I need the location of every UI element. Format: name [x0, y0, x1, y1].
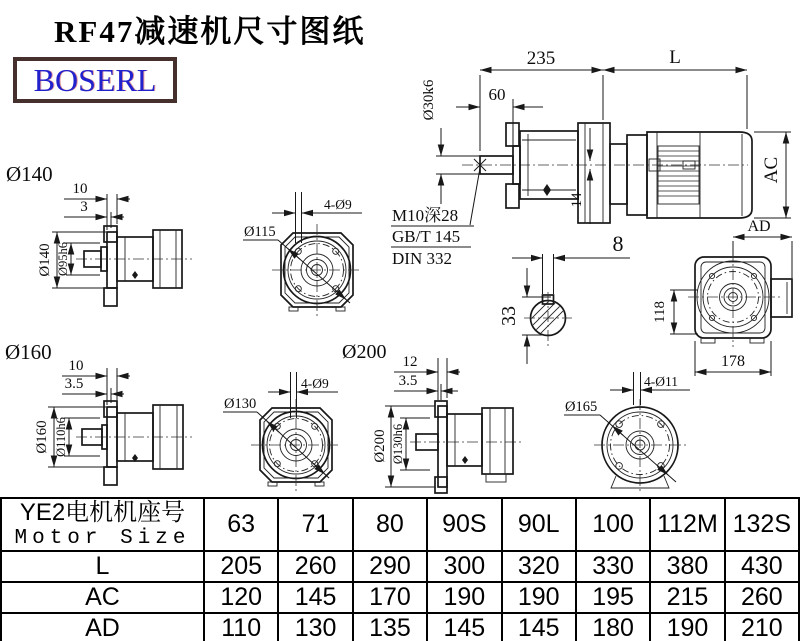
flange140-dim10-text: 10 — [72, 181, 88, 197]
flange115-front-view — [243, 192, 362, 316]
flange160-dim10-text: 10 — [68, 358, 84, 374]
main-side-view — [0, 0, 791, 224]
cell-AC-90S: 190 — [427, 582, 501, 613]
table-row-L — [1, 551, 799, 582]
flange140-side-view — [6, 162, 192, 306]
thread-note — [391, 168, 480, 268]
cell-AC-71: 145 — [278, 582, 352, 613]
cell-AC-90L: 190 — [502, 582, 576, 613]
col-63: 63 — [204, 498, 278, 551]
flange200-dia-text: Ø200 — [372, 429, 388, 463]
cell-AD-100: 180 — [576, 613, 650, 641]
table-row-AD — [1, 613, 799, 641]
table-header-row — [1, 498, 799, 551]
cell-AD-132S: 210 — [725, 613, 799, 641]
cell-AC-80: 170 — [353, 582, 427, 613]
header-en: Motor Size — [14, 526, 191, 550]
front115-bolt-circle-text: Ø115 — [244, 224, 276, 240]
flange140-label: Ø140 — [6, 162, 53, 186]
front115-holes-text: 4-Ø9 — [324, 197, 352, 212]
dim-33-text: 33 — [498, 306, 520, 326]
col-112M: 112M — [650, 498, 724, 551]
dim-14-text: 14 — [569, 192, 585, 208]
flange160-spigot-text: Ø110h6 — [54, 417, 68, 457]
dim-AD-text: AD — [747, 218, 771, 235]
cell-L-63: 205 — [204, 551, 278, 582]
col-132S: 132S — [725, 498, 799, 551]
cell-L-132S: 430 — [725, 551, 799, 582]
cell-L-80: 290 — [353, 551, 427, 582]
flange160-side-view — [5, 340, 192, 485]
header-cn: YE2电机机座号 — [19, 499, 186, 527]
flange140-dia-text: Ø140 — [37, 243, 53, 277]
col-80: 80 — [353, 498, 427, 551]
thread-note-line3: DIN 332 — [392, 249, 452, 268]
dim-118-text: 118 — [652, 301, 668, 323]
cell-AC-100: 195 — [576, 582, 650, 613]
flange160-dia-text: Ø160 — [34, 420, 50, 454]
cell-AD-112M: 190 — [650, 613, 724, 641]
cell-L-90S: 300 — [427, 551, 501, 582]
flange200-dim35-text: 3.5 — [398, 373, 418, 389]
dim-178-text: 178 — [721, 353, 745, 370]
page-title: RF47减速机尺寸图纸 — [54, 14, 366, 49]
dim-shaft-dia-text: Ø30k6 — [421, 79, 437, 121]
flange200-dim12-text: 12 — [402, 354, 418, 370]
shaft-section-view — [498, 231, 630, 364]
dim-ac-text: AC — [761, 156, 782, 184]
flange160-dim35-text: 3.5 — [64, 376, 84, 392]
cell-AC-63: 120 — [204, 582, 278, 613]
cell-AC-132S: 260 — [725, 582, 799, 613]
table-row-AC — [1, 582, 799, 613]
cell-L-112M: 380 — [650, 551, 724, 582]
cell-AC-112M: 215 — [650, 582, 724, 613]
cell-L-71: 260 — [278, 551, 352, 582]
row-label-AC: AC — [1, 582, 204, 613]
col-100: 100 — [576, 498, 650, 551]
front165-bolt-circle-text: Ø165 — [565, 399, 598, 415]
thread-note-line1: M10深28 — [392, 206, 459, 225]
col-90L: 90L — [502, 498, 576, 551]
dim-60-text: 60 — [488, 85, 506, 104]
row-label-AD: AD — [1, 613, 204, 641]
flange160-label: Ø160 — [5, 340, 52, 364]
cell-AD-90S: 145 — [427, 613, 501, 641]
cell-AD-71: 130 — [278, 613, 352, 641]
thread-note-line2: GB/T 145 — [392, 227, 461, 246]
motor-size-table — [0, 497, 800, 641]
cell-L-90L: 320 — [502, 551, 576, 582]
front165-holes-text: 4-Ø11 — [644, 374, 678, 389]
front130-holes-text: 4-Ø9 — [301, 376, 329, 391]
brand-logo-text: BOSERL — [33, 62, 157, 98]
flange140-spigot-text: Ø95h6 — [56, 241, 70, 277]
flange200-side-view — [342, 341, 522, 493]
front130-bolt-circle-text: Ø130 — [224, 396, 257, 412]
header-motor-size-cell — [1, 498, 204, 551]
flange140-dim3-text: 3 — [80, 199, 88, 215]
dim-L-text: L — [669, 47, 681, 68]
flange200-label: Ø200 — [342, 341, 387, 363]
flange200-spigot-text: Ø130h6 — [391, 423, 405, 465]
cell-AD-90L: 145 — [502, 613, 576, 641]
cell-L-100: 330 — [576, 551, 650, 582]
col-71: 71 — [278, 498, 352, 551]
dim-235-text: 235 — [526, 48, 556, 69]
dim-keyway-width-text: 8 — [612, 231, 624, 256]
oil-plug-symbol — [543, 184, 551, 196]
flange130-front-view — [223, 372, 341, 491]
motor-rear-view — [652, 218, 792, 376]
cell-AD-63: 110 — [204, 613, 278, 641]
cell-AD-80: 135 — [353, 613, 427, 641]
row-label-L: L — [1, 551, 204, 582]
flange165-front-view — [564, 372, 690, 493]
col-90S: 90S — [427, 498, 501, 551]
